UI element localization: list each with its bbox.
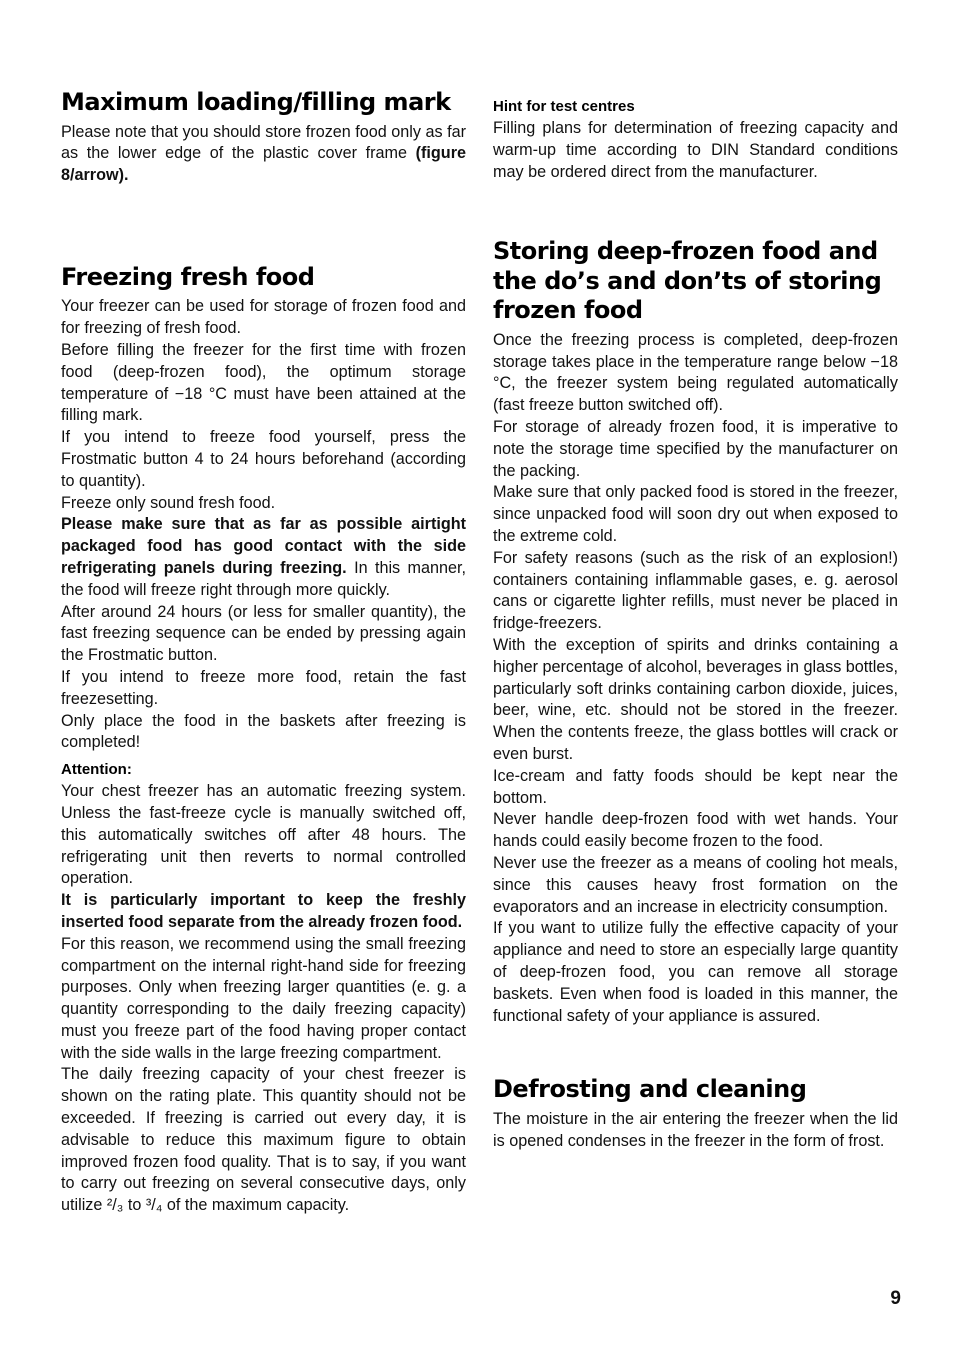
paragraph: For safety reasons (such as the risk of an explosion!) containers containing inflammable gases, e. g. aerosol cans or cigarette lighter refills, must never be placed in fridge-freezers. xyxy=(493,548,898,633)
paragraph: Only place the food in the baskets after freezing is completed! xyxy=(61,711,466,752)
page-number: 9 xyxy=(890,1288,901,1309)
paragraph: With the exception of spirits and drinks containing a higher percentage of alcohol, beverages in glass bottles, particularly soft drinks containing carbon dioxide, juices, beer, wine, etc. should not be stored in the freezer. When the contents freeze, the glass bottles will crack or even burst. xyxy=(493,636,898,764)
paragraph-bold-warning: It is particularly important to keep the freshly inserted food separate from the already frozen food. xyxy=(61,891,466,931)
paragraph: The moisture in the air entering the freezer when the lid is opened condenses in the freezer in the form of frost. xyxy=(493,1109,898,1150)
paragraph-loading-mark: Please note that you should store frozen food only as far as the lower edge of the plastic cover frame (figure 8/arrow). xyxy=(61,122,466,185)
left-column xyxy=(61,88,466,1217)
paragraph: If you intend to freeze more food, retain the fast freezesetting. xyxy=(61,667,466,708)
right-column xyxy=(493,97,898,1152)
paragraph: Once the freezing process is completed, deep-frozen storage takes place in the temperature range below −18 °C, the freezer system being regulated automatically (fast freeze button switched off). xyxy=(493,330,898,415)
paragraph: For this reason, we recommend using the small freezing compartment on the internal right-hand side for freezing purposes. Only when freezing larger quantities (e. g. a quantity corresponding to the daily freezing capacity) must you freeze part of the food having proper contact with the side walls in the large freezing compartment. xyxy=(61,934,466,1062)
paragraph: If you want to utilize fully the effective capacity of your appliance and need to store an especially large quantity of deep-frozen food, you can remove all storage baskets. Even when food is loaded in this manner, the functional safety of your appliance is assured. xyxy=(493,919,898,1025)
paragraph: Your chest freezer has an automatic freezing system. Unless the fast-freeze cycle is manually switched off, this automatically switches off after 48 hours. The refrigerating unit then reverts to normal controlled operation. xyxy=(61,782,466,888)
paragraph: Make sure that only packed food is stored in the freezer, since unpacked food will soon dry out when exposed to the extreme cold. xyxy=(493,483,898,546)
paragraph-airtight: Please make sure that as far as possible airtight packaged food has good contact with the side refrigerating panels during freezing. In this manner, the food will freeze right through more quickly. xyxy=(61,515,467,599)
paragraph: The daily freezing capacity of your chest freezer is shown on the rating plate. This quantity should not be exceeded. If freezing is carried out every day, it is advisable to reduce this maximum figure to obtain improved frozen food quality. That is to say, if you want to carry out freezing on several consecutive days, only utilize ²/₃ to ³/₄ of the maximum capacity. xyxy=(61,1065,466,1215)
paragraph-hint: Filling plans for determination of freezing capacity and warm-up time according to DIN Standard conditions may be ordered direct from the manufacturer. xyxy=(493,119,898,181)
paragraph: Never handle deep-frozen food with wet hands. Your hands could easily become frozen to the food. xyxy=(493,810,898,851)
paragraph: Ice-cream and fatty foods should be kept near the bottom. xyxy=(493,766,898,807)
heading-freezing-fresh-food: Freezing fresh food xyxy=(61,262,315,291)
paragraph: If you intend to freeze food yourself, press the Frostmatic button 4 to 24 hours beforehand (according to quantity). xyxy=(61,428,466,490)
paragraph: For storage of already frozen food, it is imperative to note the storage time specified by the manufacturer on the packing. xyxy=(493,418,898,480)
heading-maximum-loading: Maximum loading/filling mark xyxy=(61,88,451,116)
paragraph: Never use the freezer as a means of cooling hot meals, since this causes heavy frost formation on the evaporators and an increase in electricity consumption. xyxy=(493,854,898,916)
paragraph: Your freezer can be used for storage of frozen food and for freezing of fresh food. xyxy=(61,297,466,338)
heading-storing-deep-frozen: Storing deep-frozen food and the do’s and don’ts of storing frozen food xyxy=(493,237,882,325)
heading-attention: Attention: xyxy=(61,761,132,779)
paragraph: Freeze only sound fresh food. xyxy=(61,493,276,512)
paragraph: Before filling the freezer for the first time with frozen food (deep-frozen food), the optimum storage temperature of −18 °C must have been attained at the filling mark. xyxy=(61,340,466,425)
paragraph: After around 24 hours (or less for smaller quantity), the fast freezing sequence can be ended by pressing again the Frostmatic button. xyxy=(61,602,466,665)
heading-hint-test-centres: Hint for test centres xyxy=(493,98,635,115)
heading-defrosting-cleaning: Defrosting and cleaning xyxy=(493,1075,807,1104)
